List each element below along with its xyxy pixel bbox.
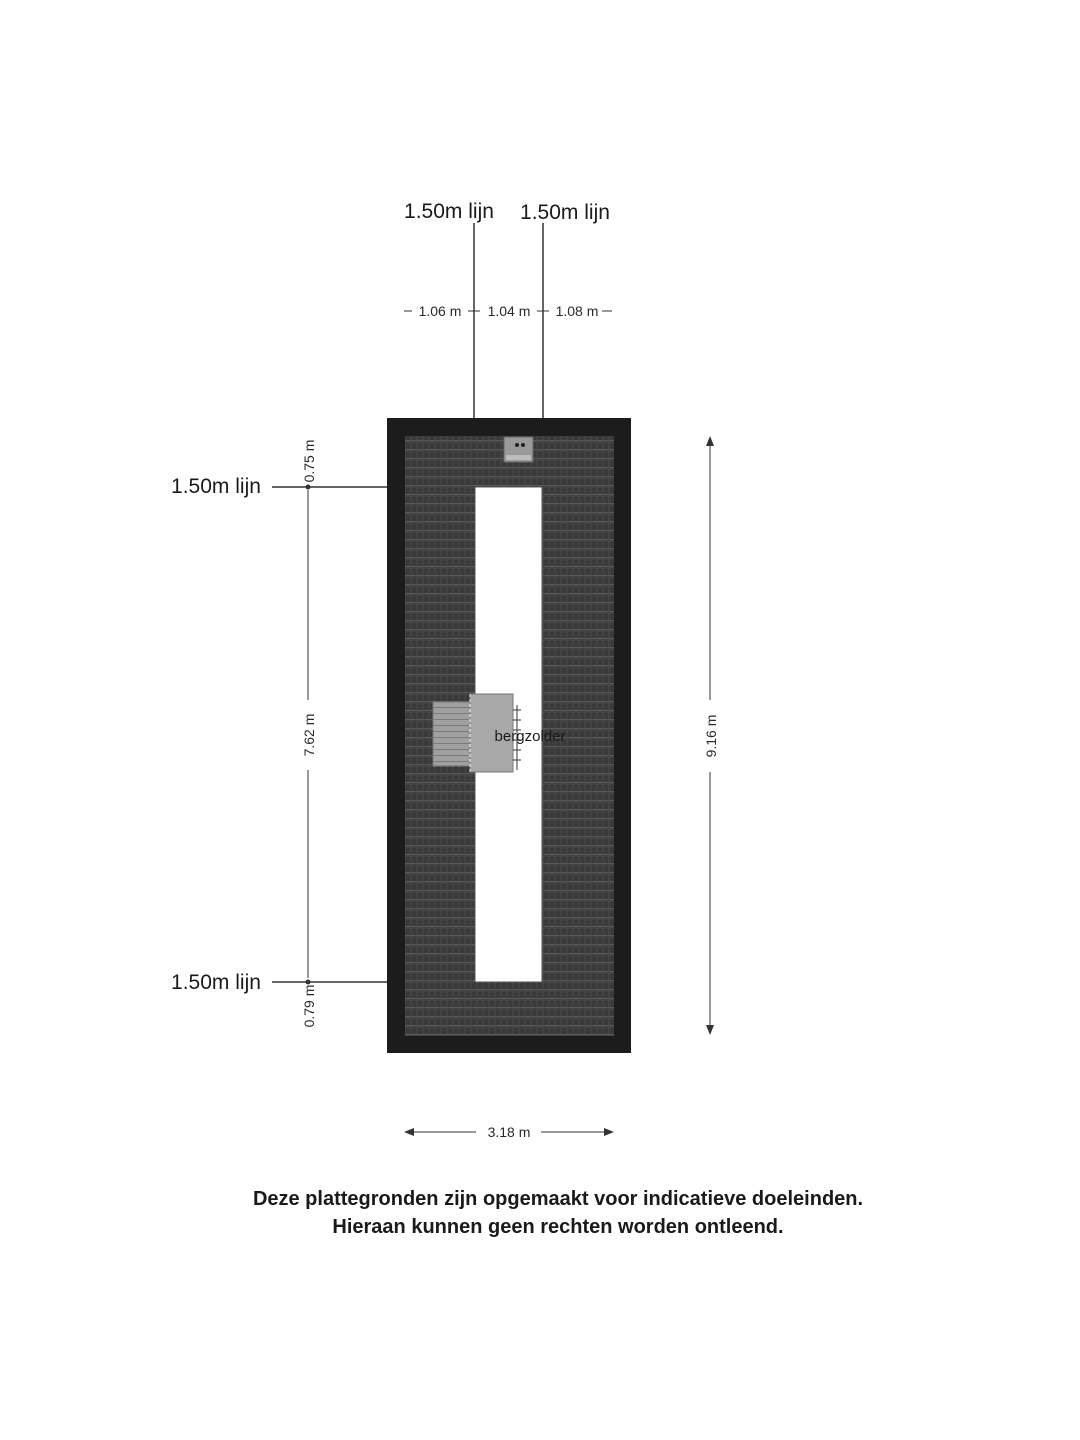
room-label-bergzolder: bergzolder [494,728,566,745]
left-dim-bottom: 0.79 m [301,984,317,1028]
left-line-label-top: 1.50m lijn [171,475,261,498]
disclaimer-line-2: Hieraan kunnen geen rechten worden ontleend. [332,1216,784,1238]
top-dim-2: 1.04 m [487,303,531,319]
left-dim-top: 0.75 m [301,439,317,483]
top-line-label-right: 1.50m lijn [520,201,610,224]
vent-icon [504,437,533,462]
bottom-dim: 3.18 m [487,1124,531,1140]
left-dimension-column [301,440,317,1028]
top-dim-3: 1.08 m [555,303,599,319]
top-dimension-row [404,303,612,319]
right-dimension [703,436,719,1035]
left-line-label-bottom: 1.50m lijn [171,971,261,994]
top-line-label-left: 1.50m lijn [404,200,494,223]
right-dim: 9.16 m [703,714,719,758]
disclaimer-line-1: Deze plattegronden zijn opgemaakt voor indicatieve doeleinden. [252,1188,864,1210]
top-dim-1: 1.06 m [418,303,462,319]
left-dim-middle: 7.62 m [301,713,317,757]
left-1-50m-lines [171,475,387,994]
stair-icon [433,702,470,766]
bottom-dimension [404,1124,614,1140]
